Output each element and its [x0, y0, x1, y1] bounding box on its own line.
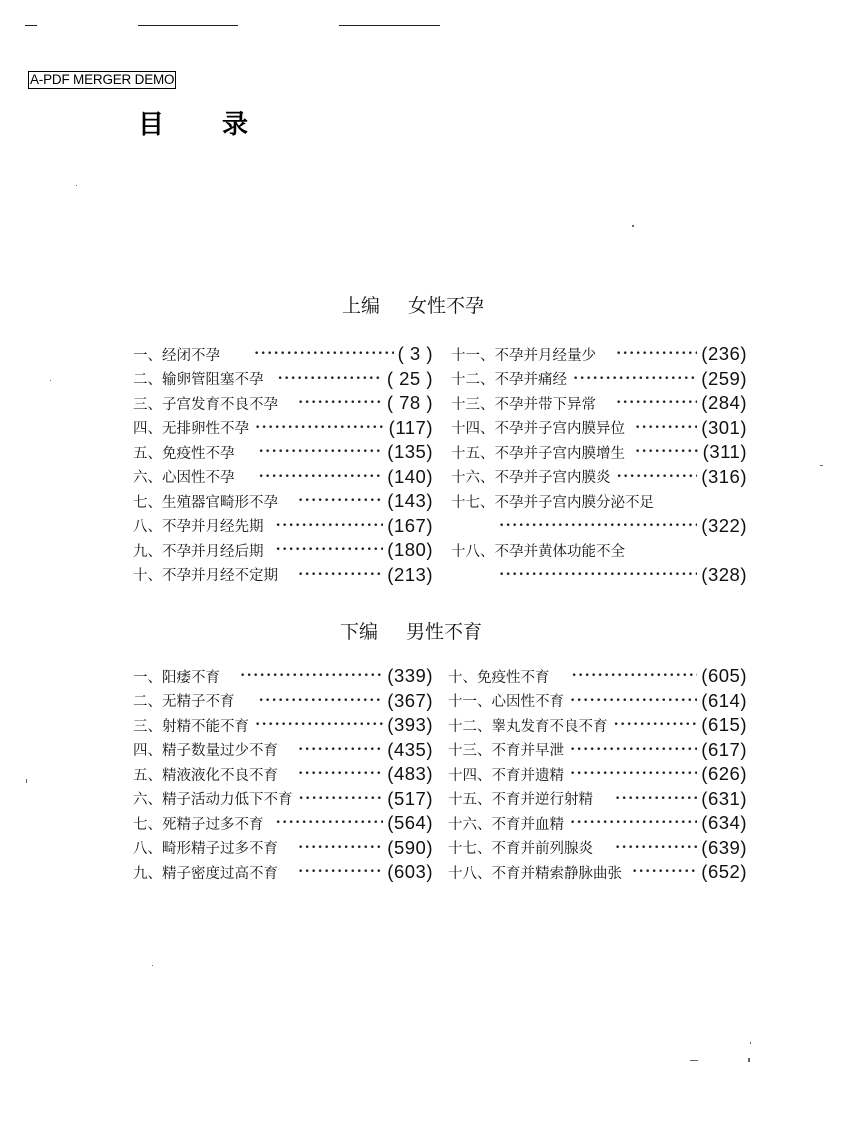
dot-leader — [299, 792, 384, 806]
toc-entry-title: 无精子不育 — [162, 694, 235, 711]
toc-entry[interactable]: 十、 免疫性不育 ••••• (605) — [448, 664, 747, 689]
toc-page-number: ( 78 ) — [386, 392, 433, 414]
section-heading-part-1 — [342, 291, 484, 318]
toc-entry[interactable]: 十六、 不育并血精 ••••• (634) — [448, 811, 747, 836]
toc-entry-title: 不孕并黄体功能不全 — [494, 543, 625, 560]
toc-entry[interactable]: 八、 不孕并月经先期 ••••• (167) — [133, 514, 433, 539]
toc-page-number: (483) — [387, 763, 433, 785]
toc-page-number: (614) — [701, 689, 747, 711]
toc-entry-title: 不孕并子宫内膜增生 — [494, 445, 625, 462]
dot-leader — [255, 421, 385, 435]
dot-leader — [614, 718, 698, 732]
scan-speck — [750, 1042, 751, 1044]
toc-page-number: (284) — [701, 392, 747, 414]
toc-page-number: (631) — [701, 787, 747, 809]
toc-entry-title: 不孕并子宫内膜分泌不足 — [494, 494, 654, 511]
toc-entry-continuation[interactable] — [451, 563, 747, 588]
toc-entry-title: 精子密度过高不育 — [162, 865, 278, 882]
toc-entry-title: 免疫性不孕 — [162, 445, 235, 462]
scan-speck — [26, 779, 27, 783]
toc-entry[interactable]: 四、 精子数量过少不育 ••••• (435) — [133, 738, 433, 763]
top-rule-2 — [339, 25, 440, 26]
dot-leader — [570, 743, 697, 757]
toc-entry-continuation[interactable] — [451, 514, 747, 539]
section-name: 男性不育 — [406, 621, 483, 643]
top-rule-short — [25, 25, 37, 26]
section-part-label: 下编 — [340, 621, 379, 643]
dot-leader — [278, 372, 383, 386]
section-name: 女性不孕 — [408, 295, 485, 317]
dot-leader — [240, 669, 383, 683]
scan-speck — [152, 965, 153, 966]
toc-entry-title: 不孕并子宫内膜炎 — [494, 470, 611, 487]
toc-entry-title: 生殖器官畸形不孕 — [162, 494, 278, 511]
toc-entry-title: 不孕并痛经 — [494, 372, 567, 389]
toc-entry[interactable]: 三、 子宫发育不良不孕 ••••• ( 78 ) — [133, 391, 433, 416]
scan-speck — [50, 380, 51, 381]
toc-column-part1-left — [133, 342, 433, 587]
toc-page-number: (626) — [701, 763, 747, 785]
toc-entry-title: 不育并遗精 — [491, 767, 564, 784]
toc-entry-title: 不孕并月经后期 — [162, 543, 264, 560]
toc-page-number: (605) — [701, 665, 747, 687]
scan-speck — [820, 465, 823, 466]
dot-leader — [570, 816, 697, 830]
toc-entry-title: 不孕并月经先期 — [162, 519, 264, 536]
dot-leader — [259, 445, 384, 459]
toc-page-number: (639) — [701, 836, 747, 858]
toc-entry[interactable]: 十七、 不孕并子宫内膜分泌不足 — [451, 489, 747, 514]
toc-entry[interactable]: 五、 免疫性不孕 ••••• (135) — [133, 440, 433, 465]
toc-column-part1-right — [451, 342, 747, 587]
toc-entry[interactable]: 六、 精子活动力低下不育 ••••• (517) — [133, 787, 433, 812]
dot-leader — [635, 421, 697, 435]
page-title — [138, 104, 248, 141]
toc-page-number: (615) — [701, 714, 747, 736]
toc-page-number: (590) — [387, 836, 433, 858]
toc-entry[interactable]: 十、 不孕并月经不定期 ••••• (213) — [133, 563, 433, 588]
title-char-lu: 录 — [222, 110, 249, 140]
dot-leader — [632, 865, 697, 879]
toc-page-number: (603) — [387, 861, 433, 883]
toc-page-number: (322) — [701, 514, 747, 536]
toc-page-number: (339) — [387, 665, 433, 687]
toc-page-number: (652) — [701, 861, 747, 883]
toc-page-number: ( 3 ) — [397, 343, 433, 365]
toc-page-number: (634) — [701, 812, 747, 834]
dot-leader — [617, 470, 698, 484]
dot-leader — [298, 865, 383, 879]
toc-page-number: (140) — [387, 465, 433, 487]
dot-leader — [499, 568, 697, 582]
toc-entry-title: 畸形精子过多不育 — [162, 841, 278, 858]
dot-leader — [573, 372, 697, 386]
toc-entry-title: 精子活动力低下不育 — [162, 792, 293, 809]
toc-entry[interactable]: 七、 生殖器官畸形不孕 ••••• (143) — [133, 489, 433, 514]
scan-speck — [748, 1058, 750, 1062]
toc-entry[interactable]: 一、 经闭不孕 ••••• ( 3 ) — [133, 342, 433, 367]
dot-leader — [276, 816, 384, 830]
toc-entry-title: 睾丸发育不良不育 — [491, 718, 608, 735]
dot-leader — [298, 743, 383, 757]
toc-entry[interactable]: 十五、 不育并逆行射精 ••••• (631) — [448, 787, 747, 812]
toc-entry-title: 不育并前列腺炎 — [491, 841, 593, 858]
dot-leader — [615, 841, 697, 855]
toc-entry-title: 不孕并月经量少 — [494, 347, 596, 364]
toc-entry[interactable]: 二、 无精子不育 ••••• (367) — [133, 689, 433, 714]
toc-entry[interactable]: 十一、 不孕并月经量少 ••••• (236) — [451, 342, 747, 367]
toc-entry-title: 免疫性不育 — [477, 669, 550, 686]
toc-page-number: (301) — [701, 416, 747, 438]
toc-page-number: (517) — [387, 787, 433, 809]
toc-entry-title: 无排卵性不孕 — [162, 421, 249, 438]
toc-page-number: (393) — [387, 714, 433, 736]
toc-entry-title: 不孕并月经不定期 — [162, 568, 278, 585]
toc-entry-title: 子宫发育不良不孕 — [162, 396, 278, 413]
dot-leader — [276, 519, 384, 533]
toc-page-number: (259) — [701, 367, 747, 389]
dot-leader — [276, 543, 384, 557]
toc-entry-title: 阳痿不育 — [162, 669, 220, 686]
dot-leader — [298, 568, 383, 582]
toc-page-number: (435) — [387, 738, 433, 760]
toc-entry[interactable]: 六、 心因性不孕 ••••• (140) — [133, 465, 433, 490]
toc-entry[interactable]: 十八、 不育并精索静脉曲张 ••••• (652) — [448, 860, 747, 885]
toc-page-number: (564) — [387, 812, 433, 834]
toc-page-number: (311) — [702, 441, 747, 463]
toc-page-number: (316) — [701, 465, 747, 487]
toc-entry[interactable]: 三、 射精不能不育 ••••• (393) — [133, 713, 433, 738]
section-heading-part-2 — [340, 617, 482, 644]
dot-leader — [259, 694, 384, 708]
dot-leader — [570, 694, 697, 708]
dot-leader — [254, 347, 394, 361]
dot-leader — [298, 396, 383, 410]
toc-entry[interactable]: 二、 输卵管阻塞不孕 ••••• ( 25 ) — [133, 367, 433, 392]
toc-entry[interactable]: 十四、 不孕并子宫内膜异位 ••••• (301) — [451, 416, 747, 441]
toc-entry[interactable]: 十二、 不孕并痛经 ••••• (259) — [451, 367, 747, 392]
toc-entry-title: 心因性不育 — [491, 694, 564, 711]
toc-entry-title: 不育并逆行射精 — [491, 792, 593, 809]
toc-column-part2-left — [133, 664, 433, 885]
toc-entry-title: 不孕并带下异常 — [494, 396, 596, 413]
toc-entry[interactable]: 十三、 不孕并带下异常 ••••• (284) — [451, 391, 747, 416]
dot-leader — [572, 669, 698, 683]
toc-entry[interactable]: 十二、 睾丸发育不良不育 ••••• (615) — [448, 713, 747, 738]
toc-page-number: (143) — [387, 490, 433, 512]
dot-leader — [298, 494, 383, 508]
toc-page-number: ( 25 ) — [386, 367, 433, 389]
toc-entry[interactable]: 一、 阳痿不育 ••••• (339) — [133, 664, 433, 689]
toc-page-number: (180) — [387, 539, 433, 561]
dot-leader — [635, 445, 699, 459]
toc-entry-title: 心因性不孕 — [162, 470, 235, 487]
toc-entry[interactable]: 十一、 心因性不育 ••••• (614) — [448, 689, 747, 714]
scan-speck — [632, 225, 634, 227]
toc-page-number: (213) — [387, 563, 433, 585]
toc-entry-title: 不孕并子宫内膜异位 — [494, 421, 625, 438]
toc-entry-title: 精子数量过少不育 — [162, 743, 278, 760]
toc-entry-title: 死精子过多不育 — [162, 816, 264, 833]
toc-entry[interactable]: 四、 无排卵性不孕 ••••• (117) — [133, 416, 433, 441]
toc-entry-title: 经闭不孕 — [162, 347, 220, 364]
toc-entry[interactable]: 九、 不孕并月经后期 ••••• (180) — [133, 538, 433, 563]
toc-page-number: (367) — [387, 689, 433, 711]
toc-page-number: (236) — [701, 343, 747, 365]
toc-entry-title: 不育并血精 — [491, 816, 564, 833]
toc-entry[interactable]: 八、 畸形精子过多不育 ••••• (590) — [133, 836, 433, 861]
toc-page-number: (328) — [701, 563, 747, 585]
toc-entry[interactable]: 十六、 不孕并子宫内膜炎 ••••• (316) — [451, 465, 747, 490]
demo-watermark-banner: A-PDF MERGER DEMO — [30, 72, 175, 87]
toc-entry-title: 输卵管阻塞不孕 — [162, 372, 264, 389]
dot-leader — [259, 470, 384, 484]
dot-leader — [616, 396, 697, 410]
toc-entry[interactable]: 十三、 不育并早泄 ••••• (617) — [448, 738, 747, 763]
dot-leader — [615, 792, 697, 806]
dot-leader — [499, 519, 697, 533]
toc-page-number: (135) — [387, 441, 433, 463]
section-part-label: 上编 — [342, 295, 381, 317]
dot-leader — [298, 841, 383, 855]
toc-entry[interactable]: 九、 精子密度过高不育 ••••• (603) — [133, 860, 433, 885]
top-rule-1 — [138, 25, 238, 26]
toc-entry-title: 不育并早泄 — [491, 743, 564, 760]
dot-leader — [570, 767, 697, 781]
dot-leader — [298, 767, 383, 781]
toc-entry[interactable]: 十四、 不育并遗精 ••••• (626) — [448, 762, 747, 787]
toc-column-part2-right — [448, 664, 747, 885]
toc-entry[interactable]: 十五、 不孕并子宫内膜增生 ••••• (311) — [451, 440, 747, 465]
toc-entry[interactable]: 七、 死精子过多不育 ••••• (564) — [133, 811, 433, 836]
toc-entry[interactable]: 十八、 不孕并黄体功能不全 — [451, 538, 747, 563]
toc-entry-title: 精液液化不良不育 — [162, 767, 278, 784]
toc-page-number: (167) — [387, 514, 433, 536]
toc-page-number: (617) — [701, 738, 747, 760]
scan-speck — [76, 185, 77, 186]
dot-leader — [255, 718, 383, 732]
toc-page-number: (117) — [388, 416, 433, 438]
toc-entry[interactable]: 十七、 不育并前列腺炎 ••••• (639) — [448, 836, 747, 861]
toc-entry-title: 不育并精索静脉曲张 — [491, 865, 622, 882]
title-char-mu: 目 — [138, 110, 165, 140]
toc-entry-title: 射精不能不育 — [162, 718, 249, 735]
dot-leader — [616, 347, 697, 361]
toc-entry[interactable]: 五、 精液液化不良不育 ••••• (483) — [133, 762, 433, 787]
scan-speck — [690, 1060, 698, 1061]
